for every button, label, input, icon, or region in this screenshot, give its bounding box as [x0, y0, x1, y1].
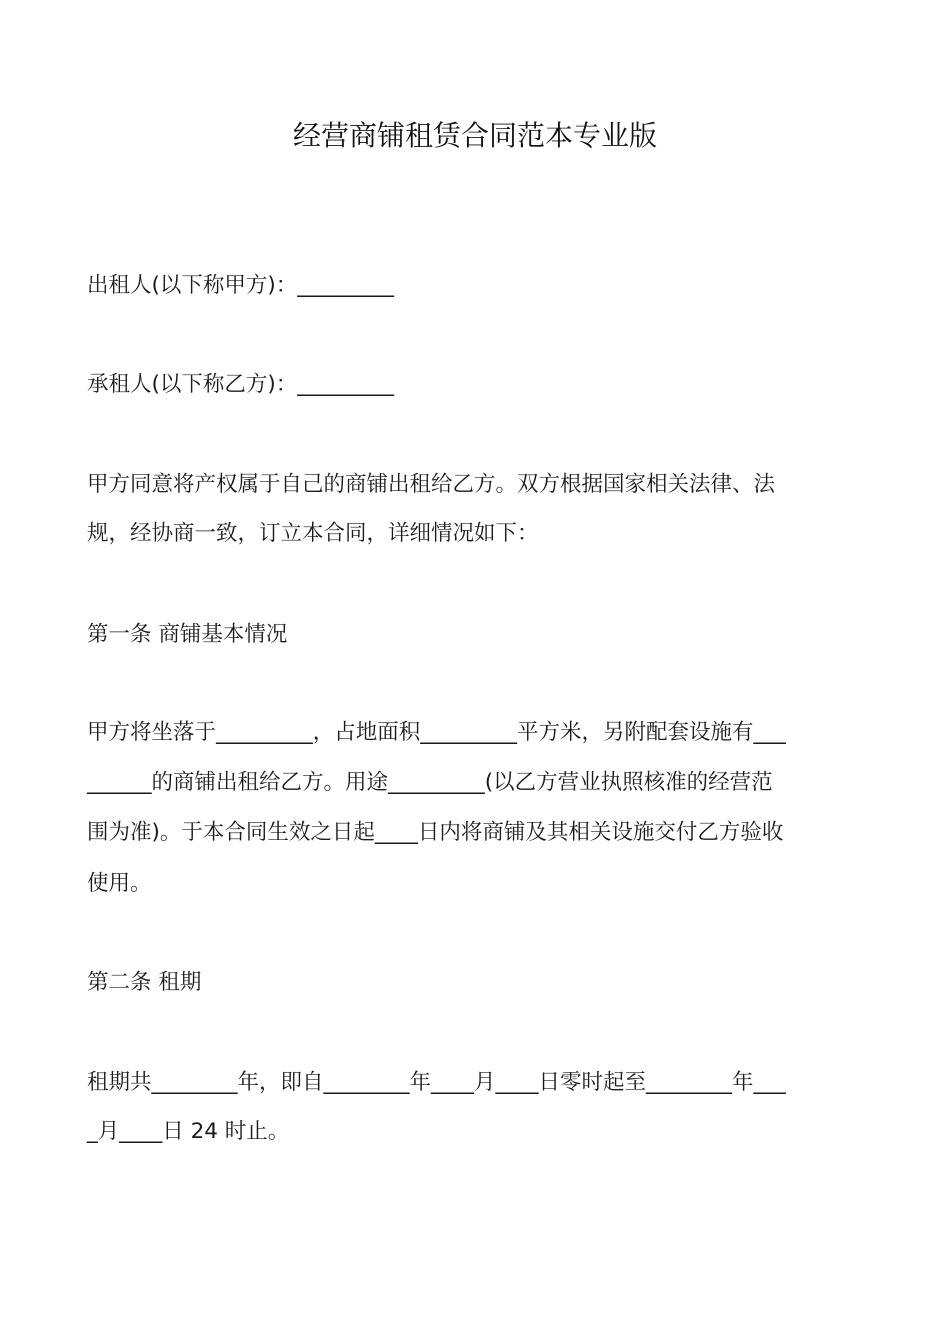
- document-title: 经营商铺租赁合同范本专业版: [292, 119, 657, 152]
- article-1-paragraph-line: 甲方将坐落于_________，占地面积_________平方米，另附配套设施有___: [87, 720, 786, 745]
- article-2-paragraph-line: _月____日 24 时止。: [87, 1119, 290, 1144]
- lessor-line: 出租人(以下称甲方)：_________: [87, 273, 395, 298]
- intro-paragraph-line: 甲方同意将产权属于自己的商铺出租给乙方。双方根据国家相关法律、法: [87, 472, 776, 497]
- article-1-paragraph-line: ______的商铺出租给乙方。用途_________(以乙方营业执照核准的经营范: [87, 770, 773, 795]
- intro-paragraph-line: 规，经协商一致，订立本合同，详细情况如下：: [87, 521, 539, 546]
- article-1-paragraph-line: 围为准)。于本合同生效之日起____日内将商铺及其相关设施交付乙方验收: [87, 820, 784, 845]
- article-1-heading: 第一条 商铺基本情况: [87, 622, 288, 647]
- article-2-paragraph-line: 租期共________年，即自________年____月____日零时起至________年___: [87, 1070, 786, 1095]
- lessee-line: 承租人(以下称乙方)：_________: [87, 372, 395, 397]
- article-2-heading: 第二条 租期: [87, 970, 202, 995]
- article-1-paragraph-line: 使用。: [87, 871, 152, 896]
